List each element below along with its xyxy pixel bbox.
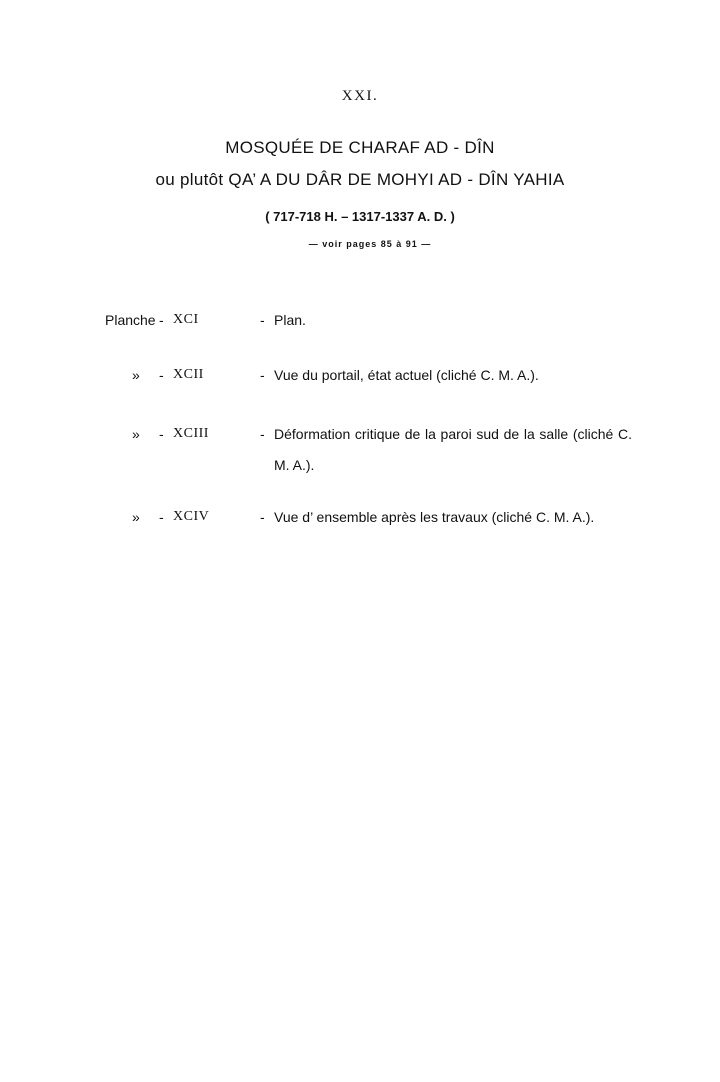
plate-entry (0, 312, 720, 342)
plate-entry (0, 509, 720, 539)
plate-separator: - (159, 426, 164, 442)
description-separator: - (260, 367, 265, 383)
plate-number: XCI (173, 312, 199, 327)
plate-separator: - (159, 509, 164, 525)
pages-reference: — voir pages 85 à 91 — (308, 239, 432, 249)
title-line-2: ou plutôt QA’ A DU DÂR DE MOHYI AD - DÎN YAHIA (155, 170, 565, 189)
plate-number: XCIV (173, 509, 210, 524)
plate-number: XCII (173, 367, 204, 382)
plate-number: XCIII (173, 426, 209, 441)
plate-label: Planche (105, 312, 156, 328)
plate-description: Plan. (274, 312, 306, 328)
plate-separator: - (159, 312, 164, 328)
description-separator: - (260, 509, 265, 525)
plate-entry (0, 367, 720, 397)
plate-description: Vue du portail, état actuel (cliché C. M. A.). (274, 367, 539, 383)
plate-description: Vue d’ ensemble après les travaux (cliché C. M. A.). (274, 509, 595, 525)
description-separator: - (260, 312, 265, 328)
plate-description: Déformation critique de la paroi sud de la salle (cliché C. M. A.). (274, 426, 632, 473)
description-separator: - (260, 426, 265, 442)
plate-entry (0, 426, 720, 473)
date-range: ( 717-718 H. – 1317-1337 A. D. ) (265, 209, 455, 224)
plate-label: » (132, 367, 140, 383)
plate-separator: - (159, 367, 164, 383)
section-number: XXI. (341, 88, 379, 104)
plate-label: » (132, 426, 140, 442)
plate-label: » (132, 509, 140, 525)
title-line-1: MOSQUÉE DE CHARAF AD - DÎN (225, 138, 495, 157)
